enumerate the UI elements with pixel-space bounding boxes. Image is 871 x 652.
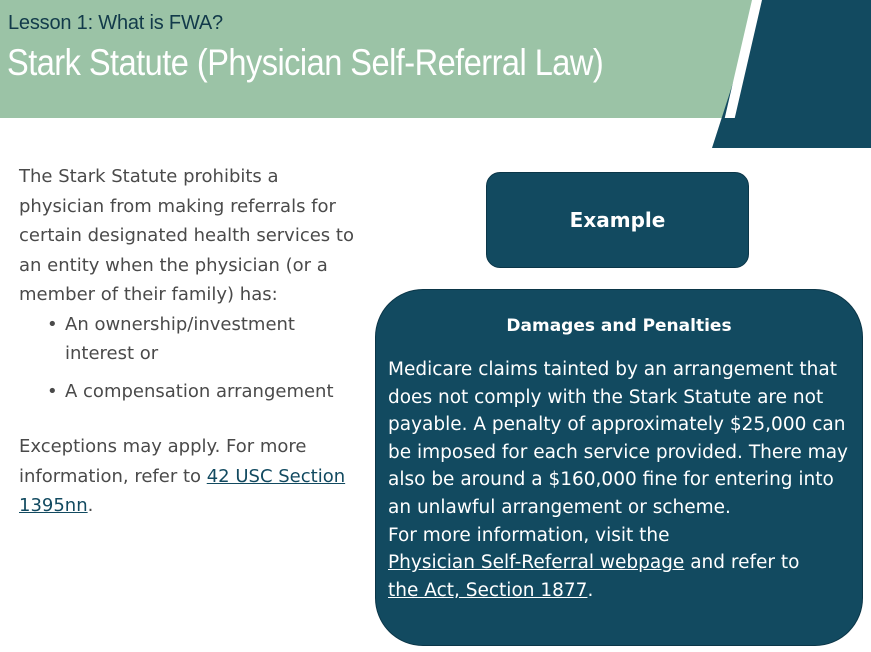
damages-penalties-card — [375, 289, 863, 646]
bullet-list — [19, 310, 359, 407]
card-heading: Damages and Penalties — [506, 316, 732, 336]
card-ending-period: . — [587, 579, 594, 601]
exceptions-period: . — [87, 495, 94, 516]
physician-self-referral-link[interactable]: Physician Self-Referral webpage — [388, 552, 685, 574]
exceptions-text: Exceptions may apply. For more information, refer to — [19, 436, 307, 487]
more-info-line — [388, 522, 858, 605]
bullet-item: • A compensation arrangement — [65, 377, 359, 407]
page-title: Stark Statute (Physician Self-Referral Law) — [7, 42, 604, 83]
penalty-text: Medicare claims tainted by an arrangement that does not comply with the Stark Statute are not payable. A penalty of approximately $25,000 can be imposed for each service provided. There may also be around a $160,000 fine for entering into an unlawful arrangement or scheme. — [388, 359, 848, 518]
lesson-label: Lesson 1: What is FWA? — [8, 12, 223, 34]
more-info-prefix: For more information, visit the — [388, 524, 670, 546]
example-button[interactable]: Example — [486, 172, 749, 268]
link-connector: and refer to — [684, 552, 800, 574]
act-section-link[interactable]: the Act, Section 1877 — [388, 579, 588, 601]
exceptions-paragraph — [19, 432, 359, 521]
intro-section — [19, 162, 359, 521]
intro-paragraph: The Stark Statute prohibits a physician from making referrals for certain designated health services to an entity when the physician (or a member of their family) has: — [19, 166, 354, 305]
card-body — [388, 356, 858, 604]
bullet-item: • An ownership/investment interest or — [65, 310, 359, 369]
usc-section-link[interactable]: 42 USC Section 1395nn — [19, 465, 346, 516]
